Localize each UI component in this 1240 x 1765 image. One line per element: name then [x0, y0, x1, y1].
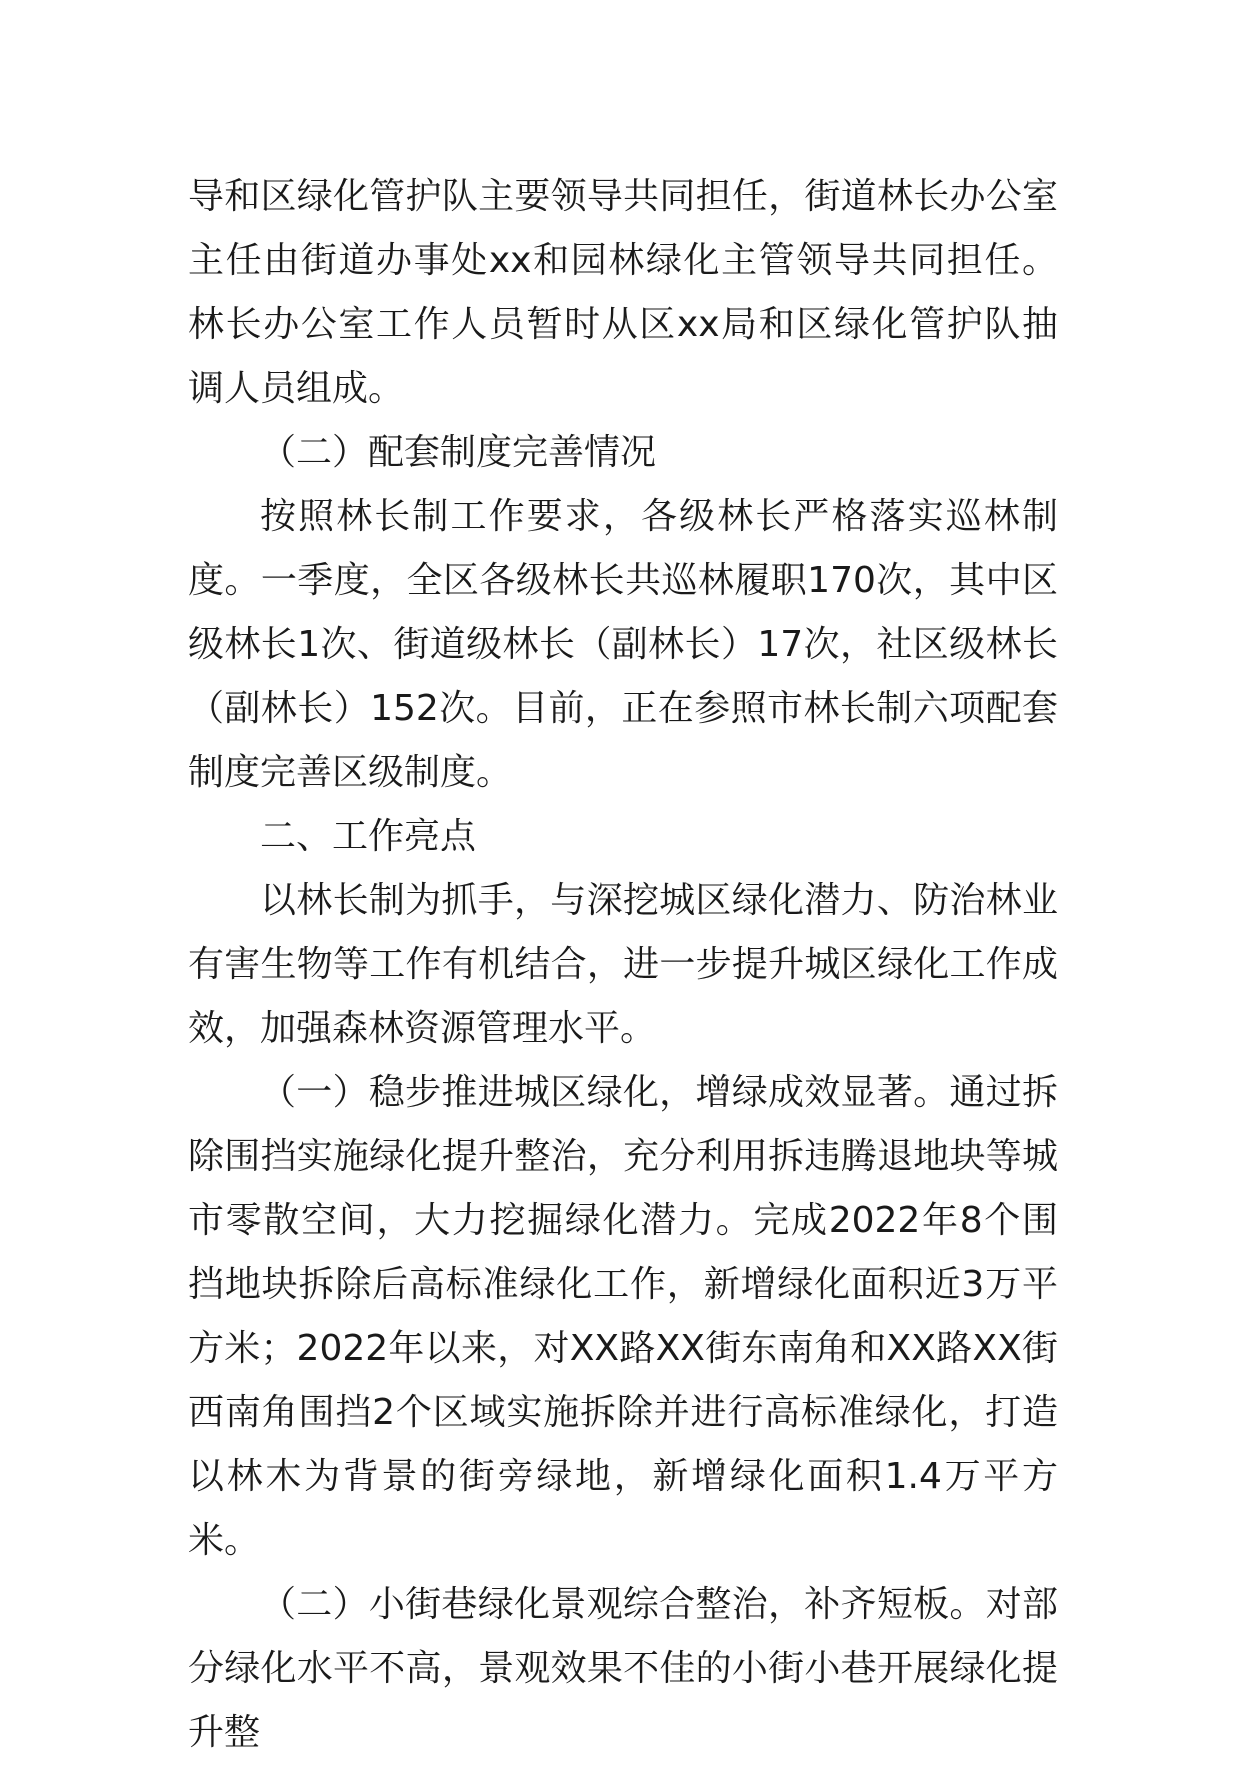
document-page — [188, 165, 1058, 1765]
paragraph-urban-greening: （一）稳步推进城区绿化，增绿成效显著。通过拆除围挡实施绿化提升整治，充分利用拆违腾退地块等城市零散空间，大力挖掘绿化潜力。完成2022年8个围挡地块拆除后高标准绿化工作，新增绿化面积近3万平方米；2022年以来，对XX路XX街东南角和XX路XX街西南角围挡2个区域实施拆除并进行高标准绿化，打造以林木为背景的街旁绿地，新增绿化面积1.4万平方米。 — [188, 1072, 1058, 1561]
paragraph-highlights-intro: 以林长制为抓手，与深挖城区绿化潜力、防治林业有害生物等工作有机结合，进一步提升城区绿化工作成效，加强森林资源管理水平。 — [188, 880, 1058, 1049]
paragraph-alley-greening: （二）小街巷绿化景观综合整治，补齐短板。对部分绿化水平不高，景观效果不佳的小街小巷开展绿化提升整 — [188, 1584, 1058, 1753]
section-heading-supporting-systems: （二）配套制度完善情况 — [260, 432, 657, 473]
section-heading-work-highlights: 二、工作亮点 — [260, 816, 477, 857]
paragraph-team-leaders: 导和区绿化管护队主要领导共同担任，街道林长办公室主任由街道办事处xx和园林绿化主管领导共同担任。林长办公室工作人员暂时从区xx局和区绿化管护队抽调人员组成。 — [188, 176, 1058, 409]
paragraph-patrol-system: 按照林长制工作要求，各级林长严格落实巡林制度。一季度，全区各级林长共巡林履职170次，其中区级林长1次、街道级林长（副林长）17次，社区级林长（副林长）152次。目前，正在参照市林长制六项配套制度完善区级制度。 — [188, 496, 1058, 793]
